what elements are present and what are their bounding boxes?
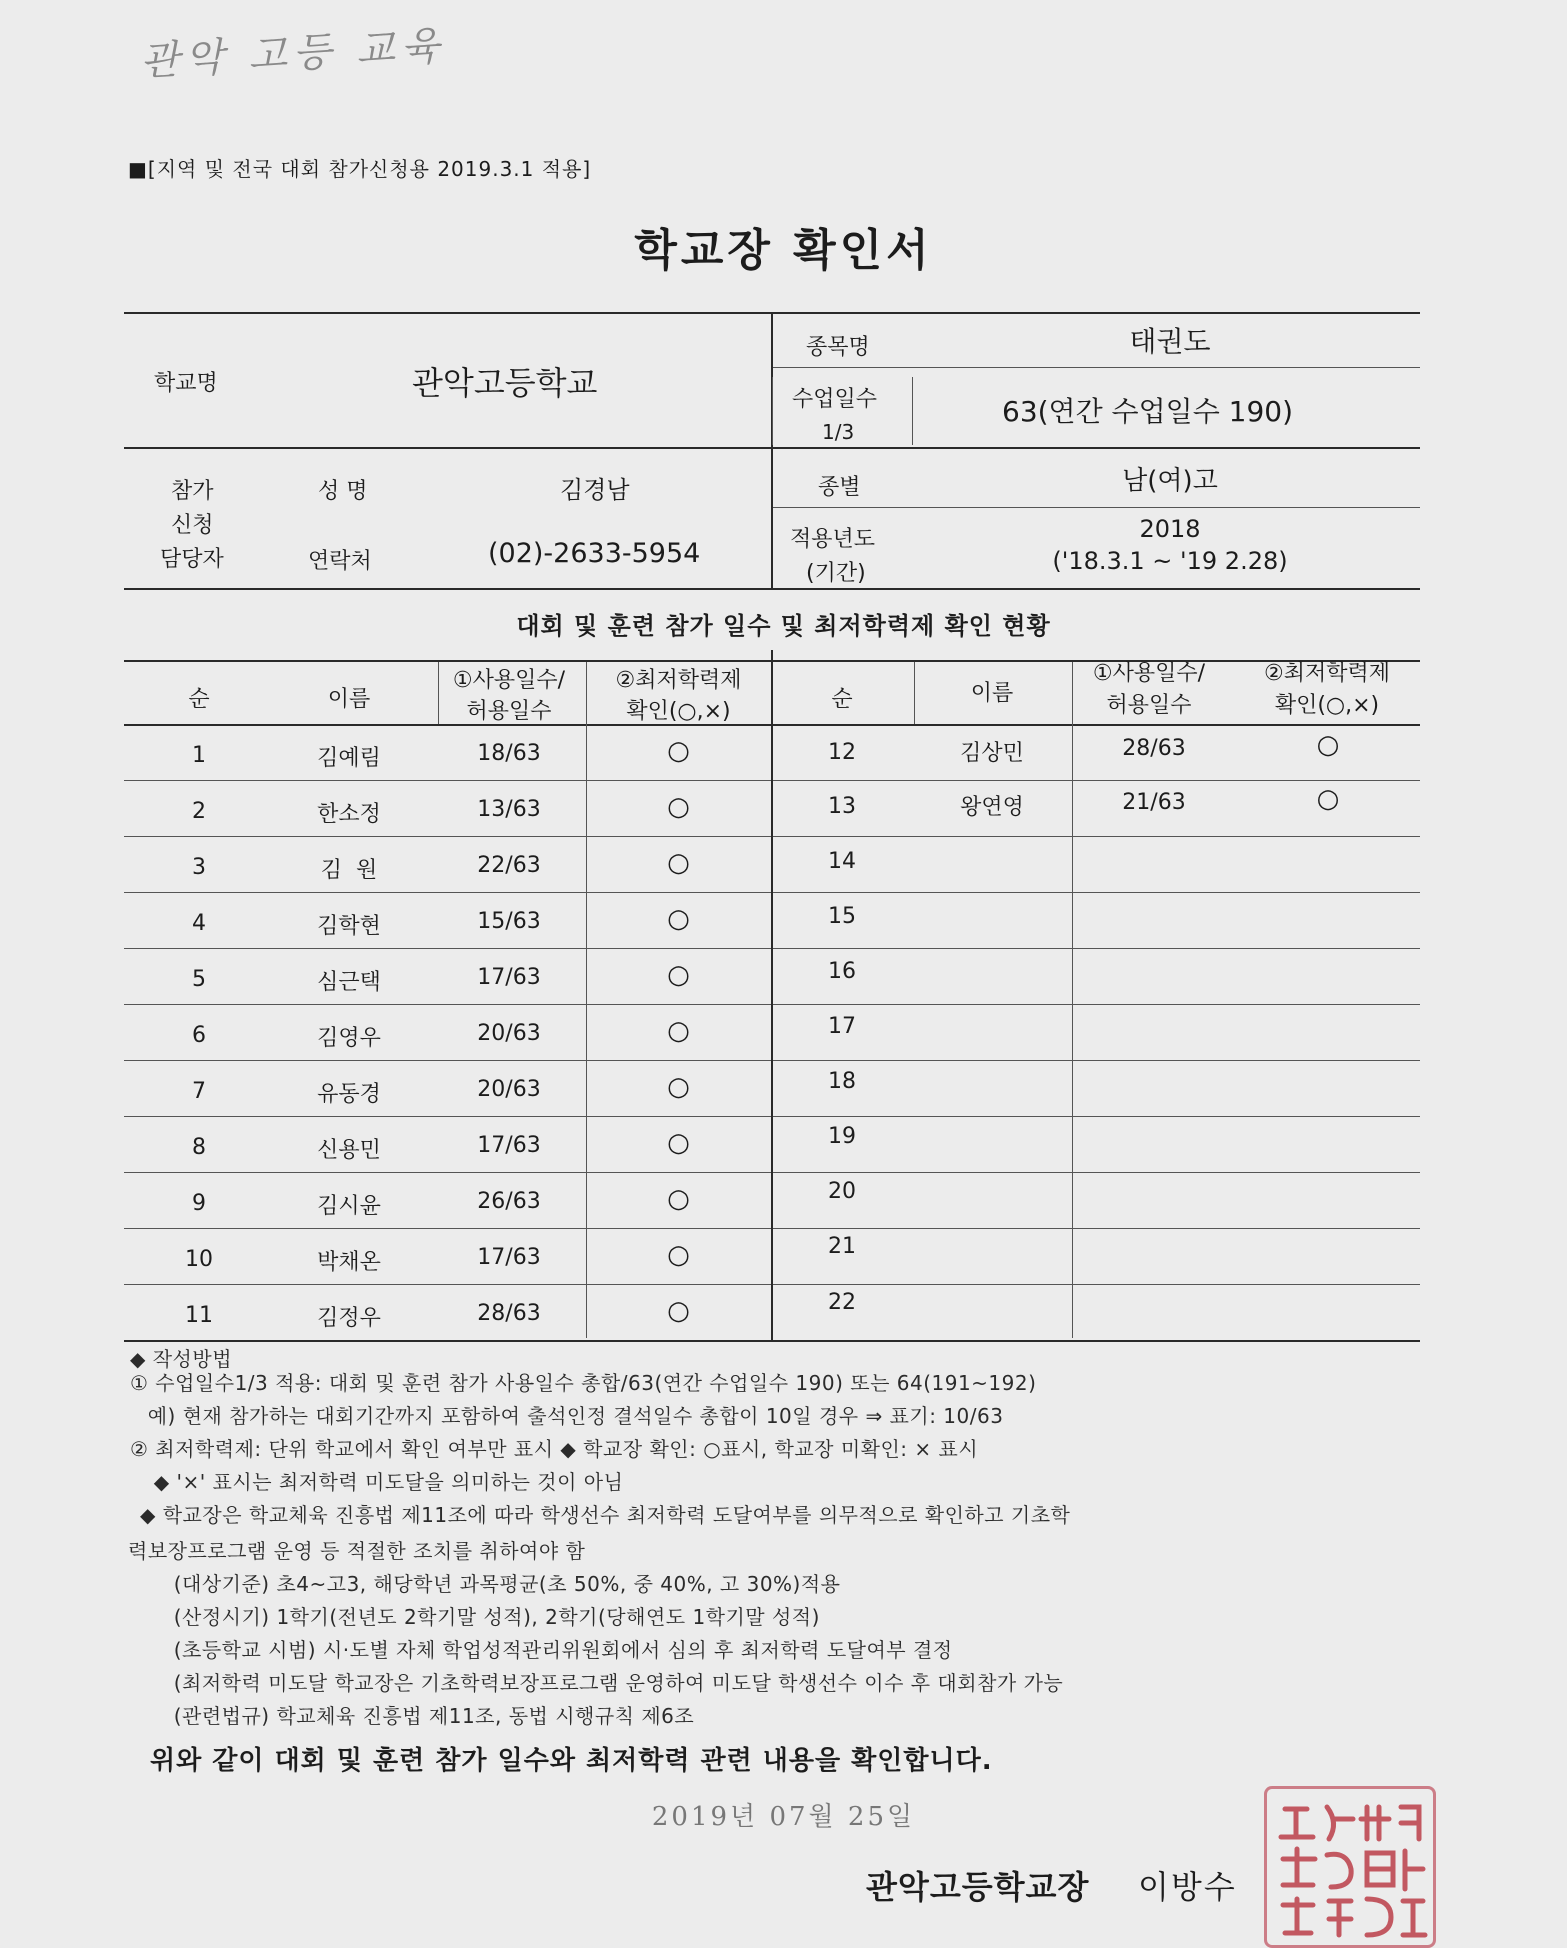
row-no: 2	[192, 799, 206, 824]
row-check: ○	[667, 736, 690, 766]
event-label: 종목명	[806, 335, 870, 360]
row-no: 20	[828, 1179, 856, 1204]
row-no: 18	[828, 1069, 856, 1094]
year-value: 2018	[1139, 515, 1201, 543]
row-check: ○	[667, 904, 690, 934]
row-name: 김예림	[317, 746, 381, 771]
col-header-no-right: 순	[831, 687, 853, 712]
row-no: 17	[828, 1014, 856, 1039]
document-title: 학교장 확인서	[634, 225, 933, 276]
row-no: 8	[192, 1135, 206, 1160]
row-days: 17/63	[477, 1245, 541, 1270]
gender-label: 종별	[818, 475, 861, 500]
col-header-check-1: ②최저학력제	[615, 668, 742, 693]
col-header-days-2: 허용일수	[466, 699, 552, 724]
row-days: 20/63	[477, 1077, 541, 1102]
col-header-days-1: ①사용일수/	[452, 668, 566, 693]
date: 2019년 07월 25일	[651, 1802, 916, 1832]
row-name: 김 원	[320, 858, 378, 883]
contact-phone: (02)-2633-5954	[488, 538, 701, 569]
row-name: 김상민	[960, 741, 1024, 766]
contact-person-name: 김경남	[560, 476, 630, 504]
note-line: (대상기준) 초4~고3, 해당학년 과목평균(초 50%, 중 40%, 고 30%)적용	[160, 1572, 841, 1596]
row-days: 21/63	[1122, 790, 1186, 815]
row-no: 13	[828, 794, 856, 819]
class-days-value: 63(연간 수업일수 190)	[1002, 395, 1294, 428]
row-name: 심근택	[317, 970, 381, 995]
col-header-check-2: 확인(○,×)	[626, 699, 731, 724]
year-label-sub: (기간)	[806, 561, 866, 586]
header-note: ■[지역 및 전국 대회 참가신청용 2019.3.1 적용]	[128, 157, 592, 181]
row-no: 11	[185, 1303, 213, 1328]
row-no: 15	[828, 904, 856, 929]
col-header-days-1-right: ①사용일수/	[1092, 661, 1206, 686]
col-header-name: 이름	[327, 687, 371, 712]
row-name: 김학현	[317, 914, 381, 939]
row-name: 한소정	[317, 802, 381, 827]
row-name: 김영우	[317, 1026, 381, 1051]
row-no: 19	[828, 1124, 856, 1149]
official-stamp	[1264, 1786, 1436, 1948]
row-days: 28/63	[1122, 736, 1186, 761]
applicant-label-3: 담당자	[160, 547, 224, 572]
note-line: ◆ '×' 표시는 최저학력 미도달을 의미하는 것이 아님	[140, 1470, 624, 1494]
row-check: ○	[667, 1184, 690, 1214]
row-check: ○	[667, 1240, 690, 1270]
row-no: 10	[185, 1247, 213, 1272]
col-header-days-2-right: 허용일수	[1106, 693, 1192, 718]
row-name: 왕연영	[960, 795, 1024, 820]
row-no: 5	[192, 967, 206, 992]
row-check: ○	[667, 792, 690, 822]
year-label: 적용년도	[790, 527, 876, 552]
row-no: 22	[828, 1290, 856, 1315]
note-line: (최저학력 미도달 학교장은 기초학력보장프로그램 운영하여 미도달 학생선수 이수 후 대회참가 가능	[160, 1671, 1064, 1695]
row-days: 17/63	[477, 965, 541, 990]
name-label: 성 명	[318, 479, 368, 504]
note-line: ② 최저학력제: 단위 학교에서 확인 여부만 표시 ◆ 학교장 확인: ○표시, 학교장 미확인: × 표시	[130, 1437, 979, 1461]
row-days: 17/63	[477, 1133, 541, 1158]
note-line: (초등학교 시범) 시·도별 자체 학업성적관리위원회에서 심의 후 최저학력 도달여부 결정	[160, 1638, 953, 1662]
col-header-no: 순	[188, 687, 210, 712]
row-no: 21	[828, 1234, 856, 1259]
row-no: 7	[192, 1079, 206, 1104]
contact-label: 연락처	[308, 549, 372, 574]
handwritten-note: 관악 고등 교육	[139, 23, 447, 85]
class-days-fraction: 1/3	[822, 420, 855, 444]
event-value: 태권도	[1129, 325, 1211, 358]
row-name: 김시윤	[317, 1194, 381, 1219]
row-check: ○	[667, 1128, 690, 1158]
row-no: 6	[192, 1023, 206, 1048]
row-check: ○	[667, 1296, 690, 1326]
note-line: ◆ 작성방법	[130, 1347, 233, 1371]
school-label: 학교명	[154, 371, 218, 396]
row-days: 18/63	[477, 741, 541, 766]
confirm-statement: 위와 같이 대회 및 훈련 참가 일수와 최저학력 관련 내용을 확인합니다.	[150, 1746, 993, 1776]
row-no: 12	[828, 740, 856, 765]
row-no: 9	[192, 1191, 206, 1216]
school-name: 관악고등학교	[412, 364, 598, 402]
row-name: 유동경	[317, 1082, 381, 1107]
row-check: ○	[667, 960, 690, 990]
row-check: ○	[1316, 784, 1340, 814]
note-line: (관련법규) 학교체육 진흥법 제11조, 동법 시행규칙 제6조	[160, 1704, 695, 1728]
col-header-check-2-right: 확인(○,×)	[1274, 693, 1380, 718]
row-no: 14	[828, 849, 856, 874]
row-check: ○	[667, 848, 690, 878]
row-no: 16	[828, 959, 856, 984]
row-days: 13/63	[477, 797, 541, 822]
row-no: 1	[192, 743, 206, 768]
row-no: 4	[192, 911, 206, 936]
stamp-seal-graphic	[1267, 1789, 1433, 1945]
col-header-name-right: 이름	[970, 681, 1014, 706]
note-line: ◆ 학교장은 학교체육 진흥법 제11조에 따라 학생선수 최저학력 도달여부를 의무적으로 확인하고 기초학	[140, 1503, 1071, 1527]
signature-name: 이방수	[1138, 1868, 1237, 1906]
note-line: 력보장프로그램 운영 등 적절한 조치를 취하여야 함	[128, 1539, 586, 1563]
signature-school: 관악고등학교장	[866, 1868, 1090, 1906]
note-line: 예) 현재 참가하는 대회기간까지 포함하여 출석인정 결석일수 총합이 10일 경우 ⇒ 표기: 10/63	[134, 1404, 1004, 1428]
col-header-check-1-right: ②최저학력제	[1264, 661, 1390, 686]
year-range: ('18.3.1 ~ '19 2.28)	[1052, 547, 1288, 575]
note-line: (산정시기) 1학기(전년도 2학기말 성적), 2학기(당해연도 1학기말 성적)	[160, 1605, 820, 1629]
row-check: ○	[667, 1072, 690, 1102]
gender-value: 남(여)고	[1122, 466, 1218, 496]
applicant-label-1: 참가	[171, 479, 214, 504]
note-line: ① 수업일수1/3 적용: 대회 및 훈련 참가 사용일수 총합/63(연간 수업일수 190) 또는 64(191~192)	[130, 1371, 1037, 1395]
row-name: 신용민	[317, 1138, 381, 1163]
row-days: 22/63	[477, 853, 541, 878]
row-check: ○	[667, 1016, 690, 1046]
section-title: 대회 및 훈련 참가 일수 및 최저학력제 확인 현황	[516, 612, 1051, 640]
row-name: 김정우	[317, 1306, 381, 1331]
row-no: 3	[192, 855, 206, 880]
row-days: 26/63	[477, 1189, 541, 1214]
row-name: 박채온	[317, 1250, 381, 1275]
applicant-label-2: 신청	[171, 513, 214, 538]
row-check: ○	[1316, 730, 1340, 760]
row-days: 20/63	[477, 1021, 541, 1046]
row-days: 28/63	[477, 1301, 541, 1326]
class-days-label: 수업일수	[792, 387, 878, 412]
row-days: 15/63	[477, 909, 541, 934]
